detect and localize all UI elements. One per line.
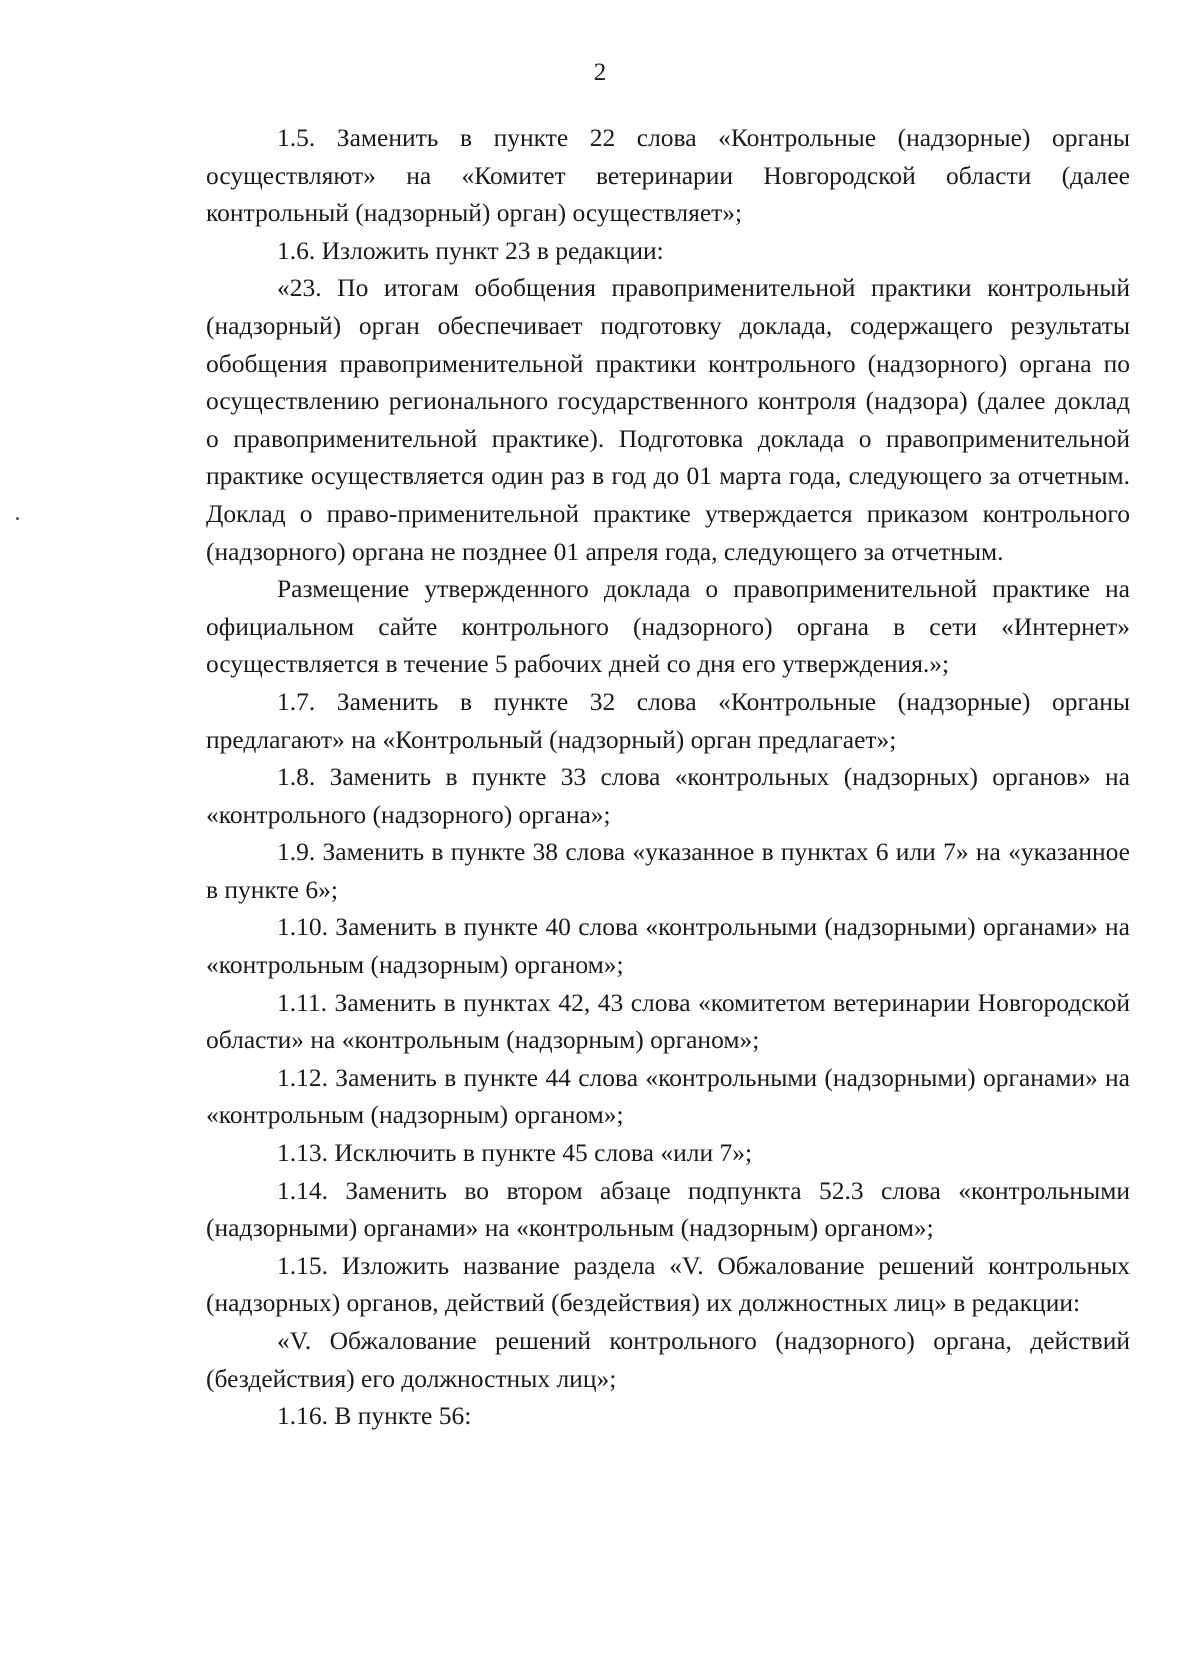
paragraph-23-quote: «23. По итогам обобщения правоприменительной практики контрольный (надзорный) орган обеспечивает подготовку доклада, содержащего результаты обобщения правоприменительной практики контрольного (надзорного) органа по осуществлению регионального государственного контроля (надзора) (далее доклад о правоприменительной практике). Подготовка доклада о правоприменительной практике осуществляется один раз в год до 01 марта года, следующего за отчетным. Доклад о право-применительной практике утверждается приказом контрольного (надзорного) органа не позднее 01 апреля года, следующего за отчетным. <box>206 273 1130 566</box>
paragraph-1-11: 1.11. Заменить в пунктах 42, 43 слова «комитетом ветеринарии Новгородской области» на «контрольным (надзорным) органом»; <box>206 987 1130 1055</box>
paragraph-1-8: 1.8. Заменить в пункте 33 слова «контрольных (надзорных) органов» на «контрольного (надзорного) органа»; <box>206 762 1130 829</box>
paragraph-1-15: 1.15. Изложить название раздела «V. Обжалование решений контрольных (надзорных) органов, действий (бездействия) их должностных лиц» в редакции: <box>206 1250 1130 1318</box>
scan-artifact-dot <box>16 517 19 520</box>
paragraph-1-12: 1.12. Заменить в пункте 44 слова «контрольными (надзорными) органами» на «контрольным (надзорным) органом»; <box>206 1062 1130 1130</box>
document-body <box>206 119 1130 1435</box>
paragraph-1-13: 1.13. Исключить в пункте 45 слова «или 7»; <box>277 1138 753 1168</box>
paragraph-1-10: 1.10. Заменить в пункте 40 слова «контрольными (надзорными) органами» на «контрольным (надзорным) органом»; <box>206 912 1130 980</box>
paragraph-1-7: 1.7. Заменить в пункте 32 слова «Контрольные (надзорные) органы предлагают» на «Контрольный (надзорный) орган предлагает»; <box>206 686 1130 754</box>
paragraph-section-v-quote: «V. Обжалование решений контрольного (надзорного) органа, действий (бездействия) его должностных лиц»; <box>206 1326 1130 1393</box>
paragraph-1-14: 1.14. Заменить во втором абзаце подпункта 52.3 слова «контрольными (надзорными) органами» на «контрольным (надзорным) органом»; <box>206 1175 1130 1243</box>
paragraph-1-5: 1.5. Заменить в пункте 22 слова «Контрольные (надзорные) органы осуществляют» на «Комитет ветеринарии Новгородской области (далее контрольный (надзорный) орган) осуществляет»; <box>206 123 1130 228</box>
paragraph-1-6: 1.6. Изложить пункт 23 в редакции: <box>277 235 664 265</box>
paragraph-1-16: 1.16. В пункте 56: <box>277 1401 472 1431</box>
paragraph-1-9: 1.9. Заменить в пункте 38 слова «указанное в пунктах 6 или 7» на «указанное в пункте 6»; <box>206 837 1130 904</box>
paragraph-23-placement: Размещение утвержденного доклада о правоприменительной практике на официальном сайте контрольного (надзорного) органа в сети «Интернет» осуществляется в течение 5 рабочих дней со дня его утверждения.»; <box>206 574 1130 679</box>
page-number: 2 <box>593 59 607 86</box>
